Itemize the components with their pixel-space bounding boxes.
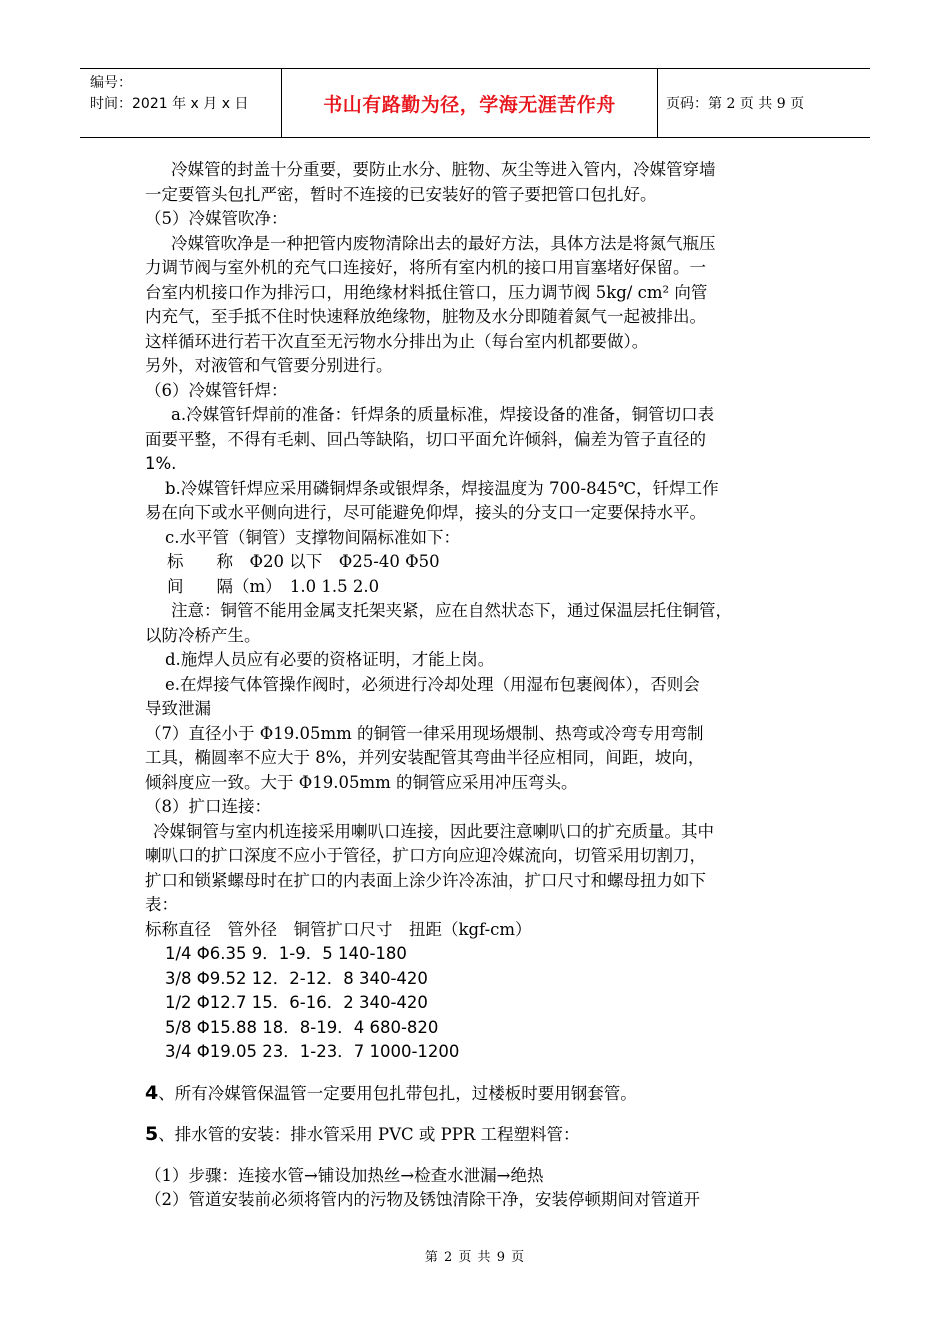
text-line: 表： [145, 895, 178, 914]
doc-date: 时间：2021 年 x 月 x 日 [90, 96, 249, 112]
text-line: 另外，对液管和气管要分别进行。 [145, 356, 393, 375]
text-line: 1%. [145, 454, 177, 473]
text-line: 以防冷桥产生。 [145, 625, 261, 645]
section-heading: （8）扩口连接： [145, 797, 271, 816]
section-heading: （5）冷媒管吹净： [145, 209, 288, 228]
section-number: 4 [145, 1081, 159, 1104]
text-line: 一定要管头包扎严密，暂时不连接的已安装好的管子要把管口包扎好。 [145, 184, 657, 204]
section-heading: （6）冷媒管钎焊： [145, 380, 288, 400]
text-line: 喇叭口的扩口深度不应小于管径，扩口方向应迎冷媒流向，切管采用切割刀， [145, 846, 706, 865]
text-line: 内充气，至手抵不住时快速释放绝缘物，脏物及水分即随着氮气一起被排出。 [145, 307, 706, 326]
table-header: 标称直径 管外径 铜管扩口尺寸 扭距（kgf-cm） [145, 919, 532, 939]
text-line: 冷媒管吹净是一种把管内废物清除出去的最好方法，具体方法是将氮气瓶压 [171, 233, 716, 253]
text-line: 冷媒管的封盖十分重要，要防止水分、脏物、灰尘等进入管内，冷媒管穿墙 [171, 160, 716, 179]
text-line: 易在向下或水平侧向进行，尽可能避免仰焊，接头的分支口一定要保持水平。 [145, 503, 706, 522]
text-line: 力调节阀与室外机的充气口连接好，将所有室内机的接口用盲塞堵好保留。一 [145, 258, 706, 277]
text-line: 倾斜度应一致。大于 Φ19.05mm 的铜管应采用冲压弯头。 [145, 772, 578, 792]
text-line: （7）直径小于 Φ19.05mm 的铜管一律采用现场煨制、热弯或冷弯专用弯制 [145, 723, 704, 743]
text-line: b.冷媒管钎焊应采用磷铜焊条或银焊条，焊接温度为 700-845℃，钎焊工作 [165, 478, 719, 498]
text-line: a.冷媒管钎焊前的准备：钎焊条的质量标准，焊接设备的准备，铜管切口表 [171, 405, 715, 424]
text-line: 台室内机接口作为排污口，用绝缘材料抵住管口，压力调节阀 5kg/ cm² 向管 [145, 282, 708, 302]
doc-code-label: 编号： [90, 75, 132, 91]
text-line: 冷媒铜管与室内机连接采用喇叭口连接，因此要注意喇叭口的扩充质量。其中 [153, 821, 714, 841]
page-footer: 第 2 页 共 9 页 [424, 1250, 526, 1265]
page-header [80, 68, 870, 138]
spacing-row: 标 称 Φ20 以下 Φ25-40 Φ50 [167, 552, 440, 571]
text-line: d.施焊人员应有必要的资格证明，才能上岗。 [165, 650, 495, 669]
section-5 [145, 1122, 815, 1148]
header-motto: 书山有路勤为径，学海无涯苦作舟 [282, 69, 658, 137]
section-text: 、所有冷媒管保温管一定要用包扎带包扎，过楼板时要用钢套管。 [158, 1083, 637, 1103]
text-line: 工具，椭圆率不应大于 8%，并列安装配管其弯曲半径应相同，间距，坡向， [145, 748, 705, 767]
text-line: 面要平整，不得有毛刺、回凸等缺陷，切口平面允许倾斜，偏差为管子直径的 [145, 429, 706, 449]
text-line: 扩口和锁紧螺母时在扩口的内表面上涂少许冷冻油，扩口尺寸和螺母扭力如下 [145, 870, 706, 890]
text-line: （1）步骤：连接水管→铺设加热丝→检查水泄漏→绝热 [145, 1165, 544, 1185]
spacing-row: 间 隔（m） 1.0 1.5 2.0 [167, 576, 380, 596]
text-line: c.水平管（铜管）支撑物间隔标准如下： [165, 527, 460, 547]
text-line: 导致泄漏 [145, 699, 211, 718]
table-row: 1/4 Φ6.35 9．1-9．5 140-180 [165, 944, 407, 963]
section-number: 5 [145, 1123, 159, 1145]
table-row: 3/8 Φ9.52 12．2-12．8 340-420 [165, 968, 428, 988]
text-line: 注意：铜管不能用金属支托架夹紧，应在自然状态下，通过保温层托住铜管， [171, 601, 732, 620]
header-page-info: 页码：第 2 页 共 9 页 [666, 96, 805, 112]
text-line: （2）管道安装前必须将管内的污物及锈蚀清除干净，安装停顿期间对管道开 [145, 1190, 700, 1209]
section-text: 、排水管的安装：排水管采用 PVC 或 PPR 工程塑料管： [158, 1125, 580, 1144]
table-row: 5/8 Φ15.88 18．8-19．4 680-820 [165, 1017, 439, 1037]
text-line: 这样循环进行若干次直至无污物水分排出为止（每台室内机都要做）。 [145, 331, 649, 351]
header-meta [80, 69, 282, 137]
document-body [145, 158, 815, 1213]
table-row: 3/4 Φ19.05 23．1-23．7 1000-1200 [165, 1042, 460, 1061]
text-line: e.在焊接气体管操作阀时，必须进行冷却处理（用湿布包裹阀体），否则会 [165, 674, 700, 694]
section-4 [145, 1081, 815, 1107]
table-row: 1/2 Φ12.7 15．6-16．2 340-420 [165, 993, 428, 1012]
